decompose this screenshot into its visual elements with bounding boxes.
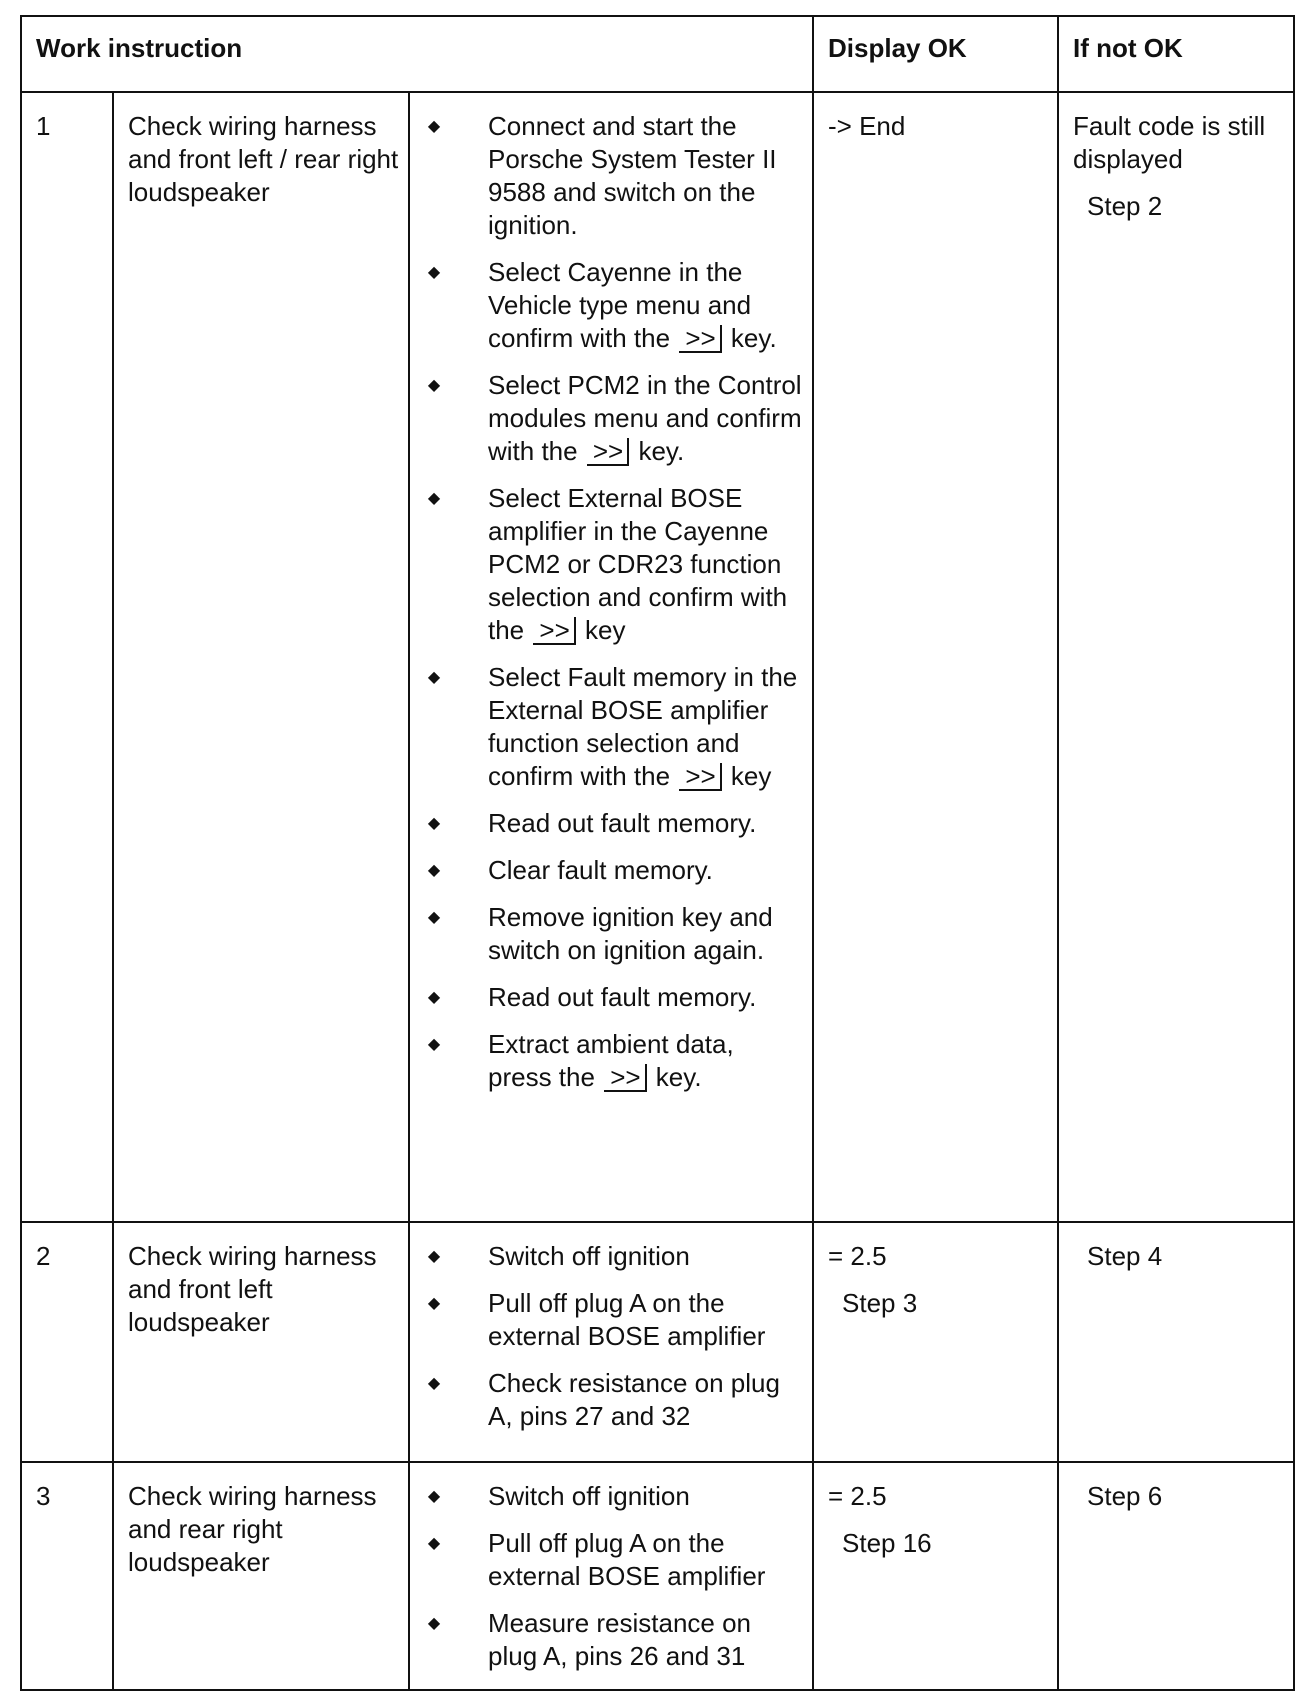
display-ok-step: Step 16: [842, 1528, 932, 1558]
procedure-text: Read out fault memory.: [488, 808, 757, 838]
table-row: [21, 1222, 1294, 1462]
procedure-cell: [409, 1222, 813, 1462]
procedure-text: Select PCM2 in the Control modules menu and confirm with the: [488, 370, 802, 466]
table-row: [21, 1462, 1294, 1690]
diamond-bullet-icon: ◆: [427, 118, 441, 135]
procedure-text: Extract ambient data, press the: [488, 1029, 734, 1092]
procedure-item: [410, 901, 804, 967]
step-number: 1: [21, 92, 113, 1222]
forward-key-label: >>: [604, 1064, 646, 1092]
diamond-bullet-icon: ◆: [427, 264, 441, 281]
procedure-text-after: key: [585, 615, 626, 645]
diamond-bullet-icon: ◆: [427, 1036, 441, 1053]
diamond-bullet-icon: ◆: [427, 1488, 441, 1505]
diamond-bullet-icon: ◆: [427, 862, 441, 879]
check-description: Check wiring harness and front left / rear right loudspeaker: [113, 92, 409, 1222]
display-ok-value: -> End: [828, 111, 906, 141]
procedure-text: Select Fault memory in the External BOSE amplifier function selection and confirm with the: [488, 662, 798, 791]
procedure-text: Connect and start the Porsche System Tester II 9588 and switch on the ignition.: [488, 111, 777, 240]
not-ok-text: Fault code is still displayed: [1073, 111, 1266, 174]
diamond-bullet-icon: ◆: [427, 669, 441, 686]
diamond-bullet-icon: ◆: [427, 1535, 441, 1552]
procedure-item: [410, 1367, 804, 1433]
procedure-text-after: key: [730, 761, 772, 791]
diamond-bullet-icon: ◆: [427, 490, 441, 507]
not-ok-cell: [1058, 92, 1294, 1222]
procedure-text: Select External BOSE amplifier in the Cayenne PCM2 or CDR23 function selection and confirm with the: [488, 483, 788, 645]
procedure-item: [410, 482, 804, 647]
procedure-text: Switch off ignition: [488, 1241, 690, 1271]
not-ok-cell: [1058, 1462, 1294, 1690]
diamond-bullet-icon: ◆: [427, 1615, 441, 1632]
procedure-item: [410, 110, 804, 242]
table-header-row: [21, 16, 1294, 92]
procedure-text: Switch off ignition: [488, 1481, 690, 1511]
procedure-list: [410, 110, 804, 1094]
forward-key-label: >>: [587, 438, 629, 466]
diamond-bullet-icon: ◆: [427, 377, 441, 394]
procedure-cell: [409, 92, 813, 1222]
procedure-item: [410, 661, 804, 793]
procedure-text: Check resistance on plug A, pins 27 and 32: [488, 1368, 780, 1431]
header-display-ok: Display OK: [813, 16, 1058, 92]
procedure-item: [410, 854, 804, 887]
procedure-text: Select Cayenne in the Vehicle type menu and confirm with the: [488, 257, 752, 353]
procedure-text: Clear fault memory.: [488, 855, 713, 885]
procedure-item: [410, 1028, 804, 1094]
diamond-bullet-icon: ◆: [427, 815, 441, 832]
diamond-bullet-icon: ◆: [427, 989, 441, 1006]
not-ok-step: Step 4: [1087, 1241, 1163, 1271]
display-ok-cell: [813, 1222, 1058, 1462]
forward-key-label: >>: [679, 325, 721, 353]
procedure-item: [410, 807, 804, 840]
diamond-bullet-icon: ◆: [427, 1295, 441, 1312]
procedure-item: [410, 981, 804, 1014]
procedure-list: [410, 1480, 804, 1673]
work-instruction-table: [20, 15, 1295, 1691]
header-if-not-ok: If not OK: [1058, 16, 1294, 92]
work-instruction-sheet: [20, 15, 1295, 1691]
procedure-item: [410, 1480, 804, 1513]
procedure-text: Pull off plug A on the external BOSE amplifier: [488, 1528, 766, 1591]
procedure-text: Read out fault memory.: [488, 982, 757, 1012]
display-ok-cell: [813, 1462, 1058, 1690]
procedure-cell: [409, 1462, 813, 1690]
procedure-text-after: key.: [655, 1062, 702, 1092]
step-number: 3: [21, 1462, 113, 1690]
procedure-item: [410, 1287, 804, 1353]
check-description: Check wiring harness and front left loudspeaker: [113, 1222, 409, 1462]
not-ok-cell: [1058, 1222, 1294, 1462]
diamond-bullet-icon: ◆: [427, 909, 441, 926]
step-number: 2: [21, 1222, 113, 1462]
diamond-bullet-icon: ◆: [427, 1248, 441, 1265]
procedure-item: [410, 369, 804, 468]
procedure-item: [410, 1607, 804, 1673]
procedure-item: [410, 1240, 804, 1273]
display-ok-value: = 2.5: [828, 1481, 887, 1511]
diamond-bullet-icon: ◆: [427, 1375, 441, 1392]
procedure-text-after: key.: [638, 436, 685, 466]
display-ok-step: Step 3: [842, 1288, 918, 1318]
check-description: Check wiring harness and rear right loudspeaker: [113, 1462, 409, 1690]
forward-key-label: >>: [679, 763, 721, 791]
display-ok-value: = 2.5: [828, 1241, 887, 1271]
procedure-text: Pull off plug A on the external BOSE amplifier: [488, 1288, 766, 1351]
procedure-text: Remove ignition key and switch on ignition again.: [488, 902, 773, 965]
table-row: [21, 92, 1294, 1222]
procedure-text: Measure resistance on plug A, pins 26 and 31: [488, 1608, 752, 1671]
header-work-instruction: Work instruction: [21, 16, 813, 92]
display-ok-cell: [813, 92, 1058, 1222]
forward-key-label: >>: [533, 617, 575, 645]
procedure-list: [410, 1240, 804, 1433]
not-ok-step: Step 2: [1087, 191, 1163, 221]
not-ok-step: Step 6: [1087, 1481, 1163, 1511]
procedure-item: [410, 256, 804, 355]
procedure-item: [410, 1527, 804, 1593]
procedure-text-after: key.: [730, 323, 777, 353]
